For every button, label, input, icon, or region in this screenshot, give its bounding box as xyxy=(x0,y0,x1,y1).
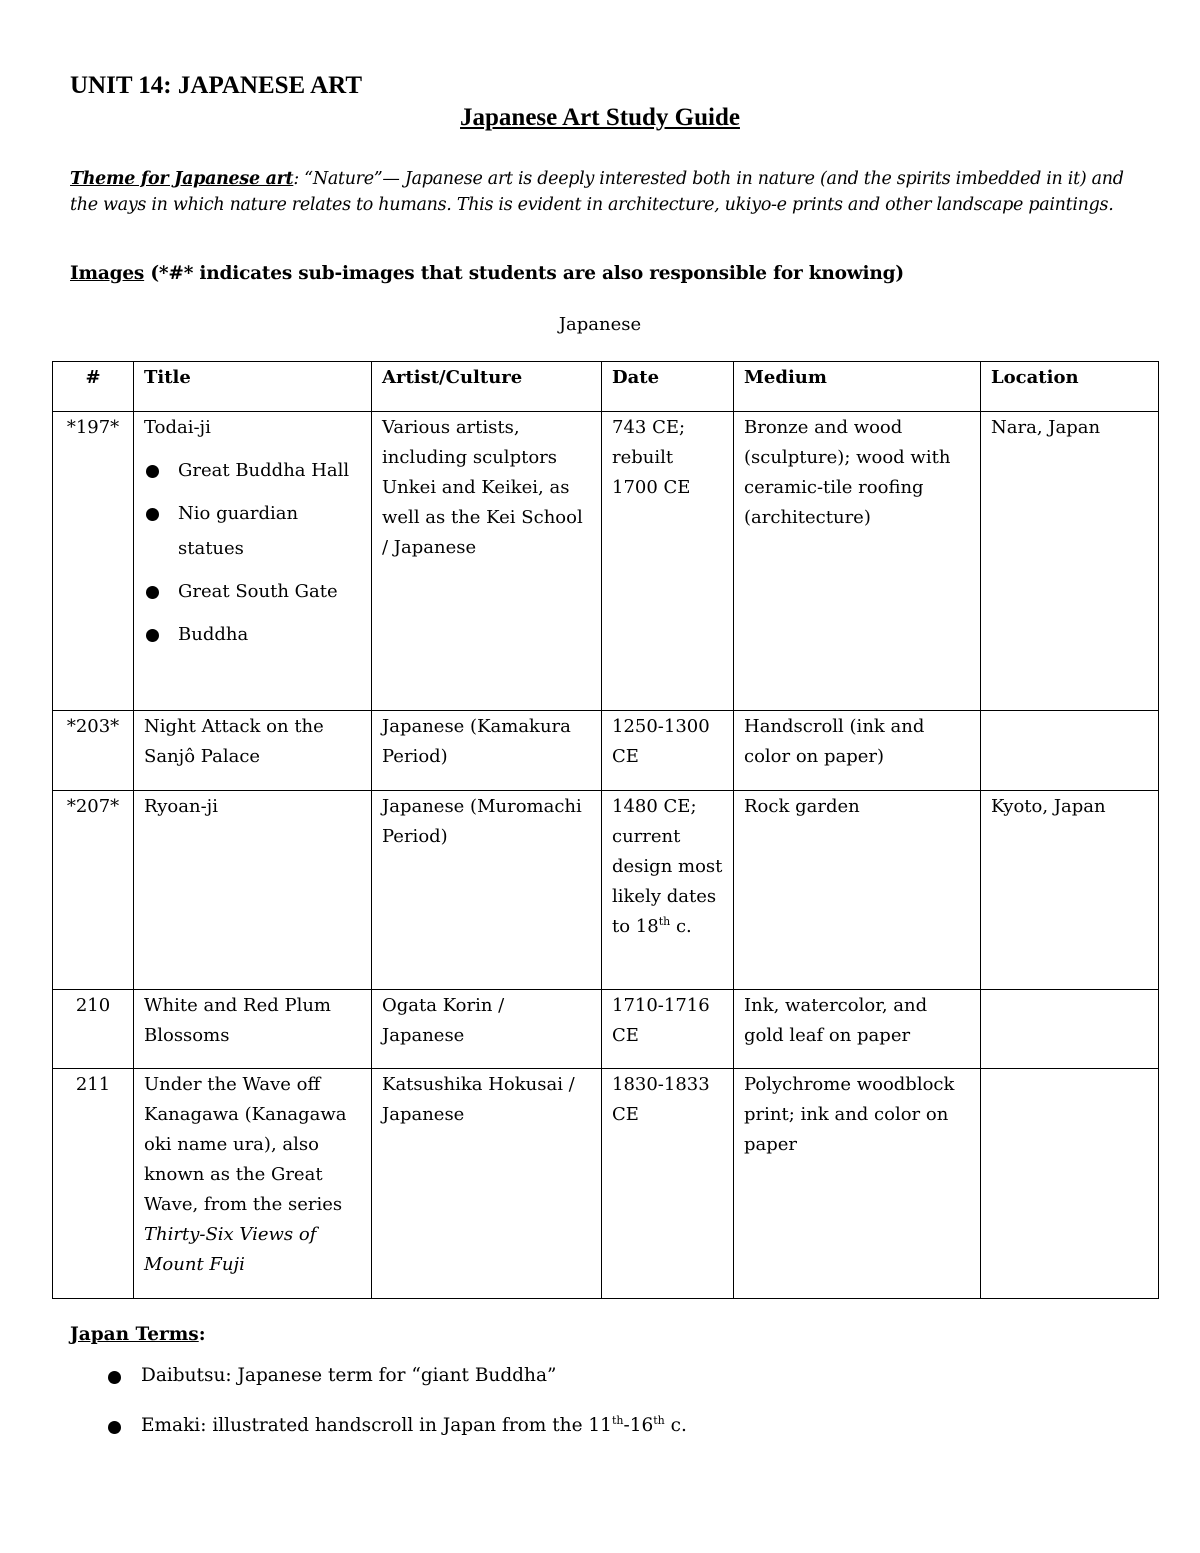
list-item: Great South Gate xyxy=(144,574,361,609)
list-item: Great Buddha Hall xyxy=(144,453,361,488)
list-item: Buddha xyxy=(144,617,361,652)
cell-medium: Ink, watercolor, and gold leaf on paper xyxy=(734,990,981,1069)
terms-list xyxy=(108,1360,687,1460)
list-item: Daibutsu: Japanese term for “giant Buddha” xyxy=(108,1360,687,1410)
header-medium: Medium xyxy=(734,362,981,412)
cell-artist: Japanese (Kamakura Period) xyxy=(372,711,602,791)
unit-heading: UNIT 14: JAPANESE ART xyxy=(70,72,362,99)
cell-location: Kyoto, Japan xyxy=(981,791,1159,990)
cell-date: 1830-1833 CE xyxy=(602,1069,734,1299)
header-num: # xyxy=(53,362,134,412)
title-text: Todai-ji xyxy=(144,417,211,438)
table-row xyxy=(53,791,1159,990)
term-text: c. xyxy=(664,1415,687,1436)
date-superscript: th xyxy=(658,915,671,928)
list-item: Nio guardian statues xyxy=(144,496,361,566)
cell-medium: Bronze and wood (sculpture); wood with ceramic-tile roofing (architecture) xyxy=(734,412,981,711)
artworks-table xyxy=(52,361,1159,1299)
table-row xyxy=(53,1069,1159,1299)
theme-paragraph xyxy=(70,166,1140,218)
date-text-end: c. xyxy=(670,916,692,937)
list-item xyxy=(108,1410,687,1460)
page-title: Japanese Art Study Guide xyxy=(460,104,740,131)
cell-artist: Japanese (Muromachi Period) xyxy=(372,791,602,990)
theme-label: Theme for Japanese art xyxy=(70,169,294,189)
header-location: Location xyxy=(981,362,1159,412)
date-text: 1480 CE; current design most likely dates to 18 xyxy=(612,796,723,937)
terms-colon: : xyxy=(198,1324,206,1345)
series-title: Thirty-Six Views of Mount Fuji xyxy=(144,1224,317,1275)
term-text: Emaki: illustrated handscroll in Japan from the 11 xyxy=(141,1415,612,1436)
cell-num: 211 xyxy=(53,1069,134,1299)
cell-title: Night Attack on the Sanjô Palace xyxy=(134,711,372,791)
title-text: Under the Wave off Kanagawa (Kanagawa oki name ura), also known as the Great Wave, from the series xyxy=(144,1074,347,1215)
cell-artist: Ogata Korin / Japanese xyxy=(372,990,602,1069)
cell-title: White and Red Plum Blossoms xyxy=(134,990,372,1069)
table-header-row xyxy=(53,362,1159,412)
cell-title: Ryoan-ji xyxy=(134,791,372,990)
cell-title xyxy=(134,412,372,711)
terms-label: Japan Terms xyxy=(70,1324,199,1345)
cell-location: Nara, Japan xyxy=(981,412,1159,711)
cell-location xyxy=(981,711,1159,791)
images-note: (*#* indicates sub-images that students are also responsible for knowing) xyxy=(144,263,904,284)
cell-artist: Various artists, including sculptors Unkei and Keikei, as well as the Kei School / Japanese xyxy=(372,412,602,711)
cell-location xyxy=(981,1069,1159,1299)
cell-title xyxy=(134,1069,372,1299)
term-superscript: th xyxy=(653,1413,665,1427)
cell-num: *197* xyxy=(53,412,134,711)
cell-medium: Handscroll (ink and color on paper) xyxy=(734,711,981,791)
theme-text: : “Nature”— Japanese art is deeply interested both in nature (and the spirits imbedded in it) and the ways in which nature relates to humans. This is evident in architecture, ukiyo-e prints and other landscape paintings. xyxy=(70,169,1124,215)
table-row xyxy=(53,711,1159,791)
cell-num: 210 xyxy=(53,990,134,1069)
cell-medium: Rock garden xyxy=(734,791,981,990)
header-date: Date xyxy=(602,362,734,412)
cell-date xyxy=(602,791,734,990)
header-artist: Artist/Culture xyxy=(372,362,602,412)
table-row xyxy=(53,412,1159,711)
cell-num: *203* xyxy=(53,711,134,791)
images-heading xyxy=(70,263,904,284)
cell-artist: Katsushika Hokusai / Japanese xyxy=(372,1069,602,1299)
cell-date: 1710-1716 CE xyxy=(602,990,734,1069)
terms-heading xyxy=(70,1324,206,1345)
sub-image-list xyxy=(144,453,361,652)
header-title: Title xyxy=(134,362,372,412)
term-superscript: th xyxy=(611,1413,624,1427)
cell-location xyxy=(981,990,1159,1069)
images-label: Images xyxy=(70,263,145,284)
cell-date: 1250-1300 CE xyxy=(602,711,734,791)
table-row xyxy=(53,990,1159,1069)
cell-date: 743 CE; rebuilt 1700 CE xyxy=(602,412,734,711)
term-text: -16 xyxy=(623,1415,654,1436)
cell-medium: Polychrome woodblock print; ink and color on paper xyxy=(734,1069,981,1299)
section-caption: Japanese xyxy=(558,314,642,335)
cell-num: *207* xyxy=(53,791,134,990)
